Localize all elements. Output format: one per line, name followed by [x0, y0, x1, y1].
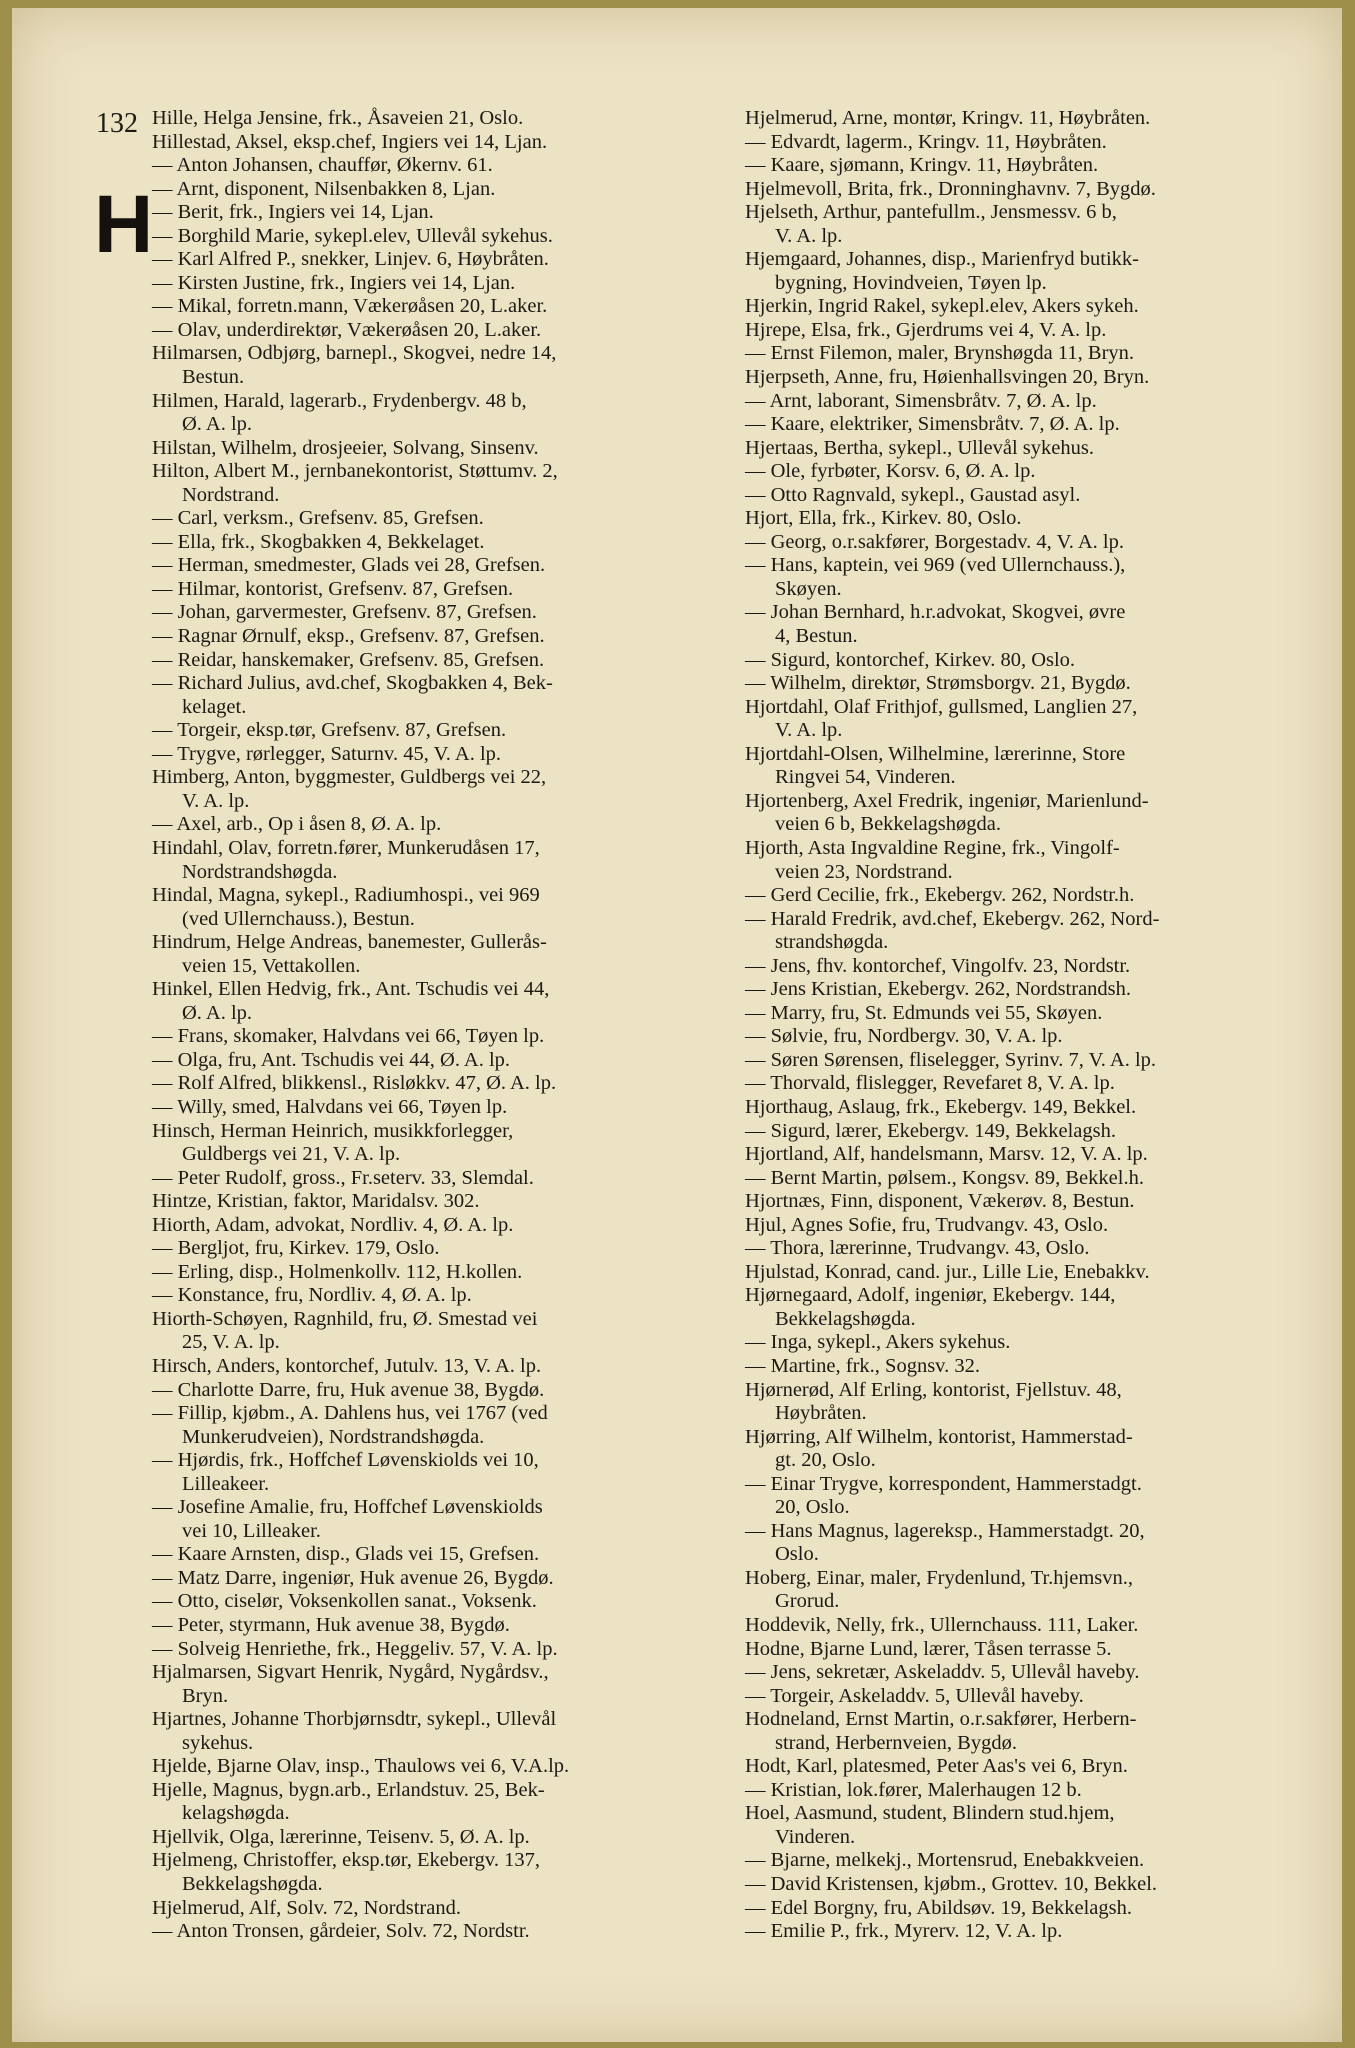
entry-line: — Edel Borgny, fru, Abildsøv. 19, Bekkelagsh.: [745, 1896, 1132, 1919]
entry-line: — Kirsten Justine, frk., Ingiers vei 14, Ljan.: [152, 271, 516, 294]
directory-entry: [152, 1096, 732, 1120]
directory-entry: [152, 225, 732, 249]
entry-line: — Sigurd, lærer, Ekebergv. 149, Bekkelagsh.: [745, 1119, 1116, 1142]
entry-line: — Otto, ciselør, Voksenkollen sanat., Voksenk.: [152, 1590, 537, 1613]
entry-line: Hilmen, Harald, lagerarb., Frydenbergv. 48 b,: [152, 389, 527, 412]
entry-line: Himberg, Anton, byggmester, Guldbergs vei 22,: [152, 766, 547, 789]
directory-entry: [745, 790, 1330, 837]
entry-continuation: Vinderen.: [775, 1825, 856, 1848]
entry-line: Hjortdahl, Olaf Frithjof, gullsmed, Langlien 27,: [745, 695, 1138, 718]
entry-line: — Thorvald, flislegger, Revefaret 8, V. A. lp.: [745, 1072, 1115, 1095]
entry-line: Hjørnegaard, Adolf, ingeniør, Ekebergv. 144,: [745, 1284, 1116, 1307]
entry-line: — Peter, styrmann, Huk avenue 38, Bygdø.: [152, 1614, 510, 1636]
entry-line: — Gerd Cecilie, frk., Ekebergv. 262, Nordstr.h.: [745, 884, 1135, 907]
entry-line: — Hans Magnus, lagereksp., Hammerstadgt. 20,: [745, 1519, 1145, 1542]
entry-continuation: Guldbergs vei 21, V. A. lp.: [182, 1143, 401, 1166]
entry-line: — Edvardt, lagerm., Kringv. 11, Høybråten.: [745, 130, 1107, 153]
directory-entry: [152, 1638, 732, 1662]
directory-entry: [152, 837, 732, 884]
entry-line: Hjelseth, Arthur, pantefullm., Jensmessv. 6 b,: [745, 201, 1117, 224]
directory-entry: [745, 154, 1330, 178]
directory-entry: [152, 1779, 732, 1826]
entry-line: — Bjarne, melkekj., Mortensrud, Enebakkveien.: [745, 1849, 1145, 1872]
entry-continuation: 25, V. A. lp.: [182, 1331, 280, 1354]
entry-line: — Johan, garvermester, Grefsenv. 87, Grefsen.: [152, 601, 537, 624]
entry-line: Hiorth-Schøyen, Ragnhild, fru, Ø. Smestad vei: [152, 1307, 538, 1330]
directory-entry: [152, 390, 732, 437]
entry-continuation: veien 15, Vettakollen.: [182, 954, 361, 977]
directory-entry: [745, 413, 1330, 437]
directory-entry: [152, 1355, 732, 1379]
entry-line: Hjortenberg, Axel Fredrik, ingeniør, Marienlund-: [745, 789, 1149, 812]
directory-entry: [152, 531, 732, 555]
entry-continuation: Skøyen.: [775, 577, 842, 600]
entry-line: — Jens Kristian, Ekebergv. 262, Nordstrandsh.: [745, 978, 1132, 1001]
directory-entry: [152, 154, 732, 178]
entry-line: — Olav, underdirektør, Vækerøåsen 20, L.aker.: [152, 318, 542, 341]
entry-line: Hjorth, Asta Ingvaldine Regine, frk., Vingolf-: [745, 836, 1120, 859]
entry-line: — Karl Alfred P., snekker, Linjev. 6, Høybråten.: [152, 248, 549, 271]
entry-line: — Harald Fredrik, avd.chef, Ekebergv. 262, Nord-: [745, 907, 1160, 930]
directory-entry: [745, 390, 1330, 414]
entry-continuation: Høybråten.: [775, 1402, 867, 1425]
entry-line: — Ragnar Ørnulf, eksp., Grefsenv. 87, Grefsen.: [152, 625, 545, 648]
entry-line: Hjerpseth, Anne, fru, Høienhallsvingen 20, Bryn.: [745, 366, 1150, 389]
page-number: 132: [96, 108, 138, 139]
entry-line: — Bernt Martin, pølsem., Kongsv. 89, Bekkel.h.: [745, 1166, 1144, 1189]
entry-continuation: V. A. lp.: [775, 224, 843, 247]
directory-entry: [745, 696, 1330, 743]
directory-entry: [745, 1284, 1330, 1331]
entry-continuation: 20, Oslo.: [775, 1496, 850, 1519]
entry-continuation: veien 6 b, Bekkelagshøgda.: [775, 813, 1002, 836]
directory-entry: [152, 342, 732, 389]
entry-line: — Erling, disp., Holmenkollv. 112, H.kollen.: [152, 1260, 523, 1283]
directory-entry: [152, 672, 732, 719]
directory-entry: [152, 131, 732, 155]
entry-line: Hilstan, Wilhelm, drosjeeier, Solvang, Sinsenv.: [152, 436, 539, 459]
directory-entry: [152, 319, 732, 343]
entry-line: — Sølvie, fru, Nordbergv. 30, V. A. lp.: [745, 1025, 1063, 1048]
entry-line: Hille, Helga Jensine, frk., Åsaveien 21, Oslo.: [152, 107, 524, 129]
entry-line: Hjortnæs, Finn, disponent, Vækerøv. 8, Bestun.: [745, 1190, 1135, 1213]
entry-line: Hjrepe, Elsa, frk., Gjerdrums vei 4, V. A. lp.: [745, 318, 1107, 341]
entry-line: Hilton, Albert M., jernbanekontorist, Støttumv. 2,: [152, 460, 558, 483]
directory-entry: [745, 1614, 1330, 1638]
entry-line: — Johan Bernhard, h.r.advokat, Skogvei, øvre: [745, 601, 1126, 624]
entry-line: — Ella, frk., Skogbakken 4, Bekkelaget.: [152, 530, 485, 553]
entry-line: — Thora, lærerinne, Trudvangv. 43, Oslo.: [745, 1237, 1090, 1260]
entry-continuation: kelagshøgda.: [182, 1802, 290, 1825]
entry-continuation: gt. 20, Oslo.: [775, 1449, 876, 1472]
directory-entry: [745, 1661, 1330, 1685]
entry-line: — Emilie P., frk., Myrerv. 12, V. A. lp.: [745, 1920, 1063, 1943]
directory-entry: [152, 1449, 732, 1496]
directory-entry: [152, 1308, 732, 1355]
entry-line: — Reidar, hanskemaker, Grefsenv. 85, Grefsen.: [152, 648, 545, 671]
directory-entry: [745, 460, 1330, 484]
entry-line: Hjelmeng, Christoffer, eksp.tør, Ekebergv. 137,: [152, 1849, 540, 1872]
entry-line: — Ole, fyrbøter, Korsv. 6, Ø. A. lp.: [745, 460, 1036, 483]
directory-entry: [152, 507, 732, 531]
entry-line: Hjulstad, Konrad, cand. jur., Lille Lie, Enebakkv.: [745, 1260, 1150, 1283]
entry-line: Hjelmerud, Alf, Solv. 72, Nordstrand.: [152, 1896, 461, 1919]
entry-continuation: Ringvei 54, Vinderen.: [775, 766, 956, 789]
directory-entry: [152, 1284, 732, 1308]
directory-entry: [745, 1237, 1330, 1261]
entry-line: Hindal, Magna, sykepl., Radiumhospi., vei 969: [152, 884, 540, 907]
entry-line: Hindrum, Helge Andreas, banemester, Gullerås-: [152, 931, 547, 954]
entry-line: Hindahl, Olav, forretn.fører, Munkerudåsen 17,: [152, 836, 540, 859]
directory-entry: [745, 507, 1330, 531]
directory-entry: [745, 531, 1330, 555]
directory-entry: [745, 178, 1330, 202]
directory-entry: [745, 1049, 1330, 1073]
entry-line: Hjelmevoll, Brita, frk., Dronninghavnv. 7, Bygdø.: [745, 177, 1156, 200]
directory-entry: [152, 766, 732, 813]
directory-entry: [745, 672, 1330, 696]
entry-line: — Trygve, rørlegger, Saturnv. 45, V. A. lp.: [152, 742, 502, 765]
entry-line: — Martine, frk., Sognsv. 32.: [745, 1354, 980, 1377]
directory-entry: [152, 1590, 732, 1614]
entry-continuation: Lilleakeer.: [182, 1472, 270, 1495]
entry-line: Hjorthaug, Aslaug, frk., Ekebergv. 149, Bekkel.: [745, 1095, 1137, 1118]
directory-entry: [745, 1120, 1330, 1144]
entry-line: — Ernst Filemon, maler, Brynshøgda 11, Bryn.: [745, 342, 1135, 365]
entry-line: — David Kristensen, kjøbm., Grottev. 10, Bekkel.: [745, 1873, 1158, 1896]
entry-line: — Carl, verksm., Grefsenv. 85, Grefsen.: [152, 507, 484, 530]
entry-continuation: sykehus.: [182, 1731, 254, 1754]
entry-continuation: Bryn.: [182, 1684, 229, 1707]
entry-line: — Solveig Henriethe, frk., Heggeliv. 57, V. A. lp.: [152, 1637, 558, 1660]
directory-entry: [152, 1755, 732, 1779]
directory-entry: [745, 201, 1330, 248]
directory-entry: [745, 554, 1330, 601]
entry-line: — Rolf Alfred, blikkensl., Risløkkv. 47, Ø. A. lp.: [152, 1072, 557, 1095]
directory-entry: [745, 649, 1330, 673]
entry-line: Hjartnes, Johanne Thorbjørnsdtr, sykepl., Ullevål: [152, 1708, 557, 1731]
entry-line: Hoel, Aasmund, student, Blindern stud.hjem,: [745, 1802, 1115, 1825]
directory-entry: [745, 1849, 1330, 1873]
entry-line: — Herman, smedmester, Glads vei 28, Grefsen.: [152, 554, 546, 577]
directory-entry: [152, 107, 732, 131]
entry-line: — Arnt, disponent, Nilsenbakken 8, Ljan.: [152, 177, 496, 200]
entry-line: — Kristian, lok.fører, Malerhaugen 12 b.: [745, 1778, 1082, 1801]
directory-entry: [152, 1167, 732, 1191]
entry-line: — Bergljot, fru, Kirkev. 179, Oslo.: [152, 1237, 440, 1260]
entry-continuation: V. A. lp.: [775, 719, 843, 742]
entry-line: — Willy, smed, Halvdans vei 66, Tøyen lp.: [152, 1095, 508, 1118]
directory-entry: [152, 1496, 732, 1543]
entry-line: Hoddevik, Nelly, frk., Ullernchauss. 111, Laker.: [745, 1614, 1139, 1636]
entry-line: Hodneland, Ernst Martin, o.r.sakfører, Herbern-: [745, 1708, 1137, 1731]
directory-entry: [152, 931, 732, 978]
entry-continuation: Nordstrandshøgda.: [182, 860, 338, 883]
directory-entry: [152, 1190, 732, 1214]
entry-line: Hjelle, Magnus, bygn.arb., Erlandstuv. 25, Bek-: [152, 1778, 545, 1801]
directory-entry: [745, 1355, 1330, 1379]
directory-entry: [745, 1708, 1330, 1755]
entry-line: Hjerkin, Ingrid Rakel, sykepl.elev, Akers sykeh.: [745, 295, 1139, 318]
directory-entry: [152, 1567, 732, 1591]
entry-continuation: Ø. A. lp.: [182, 413, 253, 436]
entry-line: Hjelde, Bjarne Olav, insp., Thaulows vei 6, V.A.lp.: [152, 1755, 570, 1778]
directory-entry: [745, 1002, 1330, 1026]
entry-line: — Mikal, forretn.mann, Vækerøåsen 20, L.aker.: [152, 295, 548, 318]
directory-entry: [745, 955, 1330, 979]
entry-continuation: Bestun.: [182, 366, 245, 389]
entry-line: — Matz Darre, ingeniør, Huk avenue 26, Bygdø.: [152, 1566, 554, 1589]
entry-line: — Hans, kaptein, vei 969 (ved Ullernchauss.),: [745, 554, 1126, 577]
directory-entry: [745, 884, 1330, 908]
entry-line: Hjemgaard, Johannes, disp., Marienfryd butikk-: [745, 248, 1139, 271]
entry-line: — Jens, fhv. kontorchef, Vingolfv. 23, Nordstr.: [745, 954, 1131, 977]
directory-entry: [152, 1826, 732, 1850]
entry-line: — Torgeir, eksp.tør, Grefsenv. 87, Grefsen.: [152, 719, 507, 742]
entry-continuation: vei 10, Lilleaker.: [182, 1519, 321, 1542]
entry-line: — Hilmar, kontorist, Grefsenv. 87, Grefsen.: [152, 577, 514, 600]
directory-entry: [745, 484, 1330, 508]
directory-entry: [152, 1214, 732, 1238]
entry-continuation: veien 23, Nordstrand.: [775, 860, 953, 883]
entry-line: Hinkel, Ellen Hedvig, frk., Ant. Tschudis vei 44,: [152, 978, 550, 1001]
entry-continuation: Nordstrand.: [182, 483, 280, 506]
directory-entry: [152, 1237, 732, 1261]
directory-entry: [745, 1802, 1330, 1849]
directory-entry: [152, 1543, 732, 1567]
entry-line: — Marry, fru, St. Edmunds vei 55, Skøyen.: [745, 1001, 1103, 1024]
entry-continuation: Grorud.: [775, 1590, 840, 1613]
directory-entry: [152, 460, 732, 507]
entry-continuation: Bekkelagshøgda.: [182, 1873, 323, 1896]
entry-line: Hiorth, Adam, advokat, Nordliv. 4, Ø. A. lp.: [152, 1213, 514, 1236]
directory-entry: [152, 1379, 732, 1403]
directory-entry: [745, 295, 1330, 319]
left-column: [152, 107, 732, 1944]
directory-entry: [152, 1920, 732, 1944]
directory-entry: [152, 1261, 732, 1285]
directory-entry: [745, 437, 1330, 461]
entry-line: Hodt, Karl, platesmed, Peter Aas's vei 6, Bryn.: [745, 1755, 1128, 1778]
directory-entry: [745, 1685, 1330, 1709]
directory-entry: [152, 813, 732, 837]
directory-entry: [745, 1096, 1330, 1120]
entry-line: — Arnt, laborant, Simensbråtv. 7, Ø. A. lp.: [745, 389, 1097, 412]
entry-line: — Einar Trygve, korrespondent, Hammerstadgt.: [745, 1472, 1142, 1495]
entry-line: Hodne, Bjarne Lund, lærer, Tåsen terrasse 5.: [745, 1637, 1112, 1660]
entry-continuation: V. A. lp.: [182, 789, 250, 812]
entry-line: — Otto Ragnvald, sykepl., Gaustad asyl.: [745, 483, 1081, 506]
entry-line: Hjalmarsen, Sigvart Henrik, Nygård, Nygårdsv.,: [152, 1661, 549, 1684]
right-column: [745, 107, 1330, 1944]
directory-entry: [745, 1331, 1330, 1355]
entry-line: Hillestad, Aksel, eksp.chef, Ingiers vei 14, Ljan.: [152, 130, 548, 153]
directory-entry: [745, 1214, 1330, 1238]
entry-line: — Richard Julius, avd.chef, Skogbakken 4, Bek-: [152, 672, 553, 695]
directory-entry: [745, 248, 1330, 295]
directory-entry: [745, 1920, 1330, 1944]
directory-entry: [152, 649, 732, 673]
entry-line: — Søren Sørensen, fliselegger, Syrinv. 7, V. A. lp.: [745, 1048, 1157, 1071]
entry-continuation: (ved Ullernchauss.), Bestun.: [182, 907, 415, 930]
entry-line: Hjort, Ella, frk., Kirkev. 80, Oslo.: [745, 507, 1022, 530]
entry-continuation: kelaget.: [182, 695, 247, 718]
entry-continuation: Bekkelagshøgda.: [775, 1307, 916, 1330]
directory-entry: [745, 1072, 1330, 1096]
entry-line: — Kaare, elektriker, Simensbråtv. 7, Ø. A. lp.: [745, 413, 1120, 436]
directory-entry: [745, 743, 1330, 790]
directory-entry: [152, 248, 732, 272]
directory-entry: [152, 1402, 732, 1449]
directory-entry: [152, 978, 732, 1025]
entry-line: Hintze, Kristian, faktor, Maridalsv. 302.: [152, 1190, 480, 1213]
directory-entry: [152, 625, 732, 649]
entry-line: Hjortdahl-Olsen, Wilhelmine, lærerinne, Store: [745, 742, 1126, 765]
directory-entry: [152, 743, 732, 767]
directory-entry: [745, 342, 1330, 366]
entry-line: — Olga, fru, Ant. Tschudis vei 44, Ø. A. lp.: [152, 1048, 511, 1071]
directory-entry: [152, 1120, 732, 1167]
entry-line: — Georg, o.r.sakfører, Borgestadv. 4, V. A. lp.: [745, 530, 1124, 553]
directory-entry: [745, 319, 1330, 343]
entry-line: — Kaare Arnsten, disp., Glads vei 15, Grefsen.: [152, 1543, 540, 1566]
entry-continuation: strandshøgda.: [775, 931, 889, 954]
directory-entry: [745, 1426, 1330, 1473]
entry-line: Hjelmerud, Arne, montør, Kringv. 11, Høybråten.: [745, 107, 1151, 129]
directory-entry: [745, 908, 1330, 955]
entry-line: Hjørring, Alf Wilhelm, kontorist, Hammerstad-: [745, 1425, 1133, 1448]
directory-entry: [152, 1708, 732, 1755]
section-letter: H: [94, 179, 154, 270]
directory-entry: [152, 884, 732, 931]
entry-continuation: 4, Bestun.: [775, 625, 858, 648]
directory-entry: [745, 1567, 1330, 1614]
directory-entry: [152, 1614, 732, 1638]
entry-line: — Frans, skomaker, Halvdans vei 66, Tøyen lp.: [152, 1025, 545, 1048]
entry-line: — Wilhelm, direktør, Strømsborgv. 21, Bygdø.: [745, 672, 1131, 695]
directory-entry: [745, 1025, 1330, 1049]
entry-line: — Borghild Marie, sykepl.elev, Ullevål sykehus.: [152, 224, 553, 247]
directory-entry: [152, 578, 732, 602]
directory-entry: [152, 1849, 732, 1896]
directory-entry: [745, 1779, 1330, 1803]
directory-entry: [745, 1473, 1330, 1520]
directory-page: [12, 8, 1342, 2042]
directory-entry: [745, 1167, 1330, 1191]
entry-line: — Sigurd, kontorchef, Kirkev. 80, Oslo.: [745, 648, 1076, 671]
directory-entry: [745, 601, 1330, 648]
directory-entry: [152, 295, 732, 319]
entry-line: Hjortland, Alf, handelsmann, Marsv. 12, V. A. lp.: [745, 1143, 1148, 1166]
directory-entry: [745, 1261, 1330, 1285]
directory-entry: [745, 107, 1330, 131]
directory-entry: [745, 837, 1330, 884]
entry-line: Hjul, Agnes Sofie, fru, Trudvangv. 43, Oslo.: [745, 1213, 1109, 1236]
directory-entry: [152, 1072, 732, 1096]
entry-line: — Konstance, fru, Nordliv. 4, Ø. A. lp.: [152, 1284, 472, 1307]
entry-line: — Anton Johansen, chauffør, Økernv. 61.: [152, 154, 493, 177]
entry-continuation: bygning, Hovindveien, Tøyen lp.: [775, 271, 1047, 294]
directory-entry: [745, 1755, 1330, 1779]
directory-entry: [745, 131, 1330, 155]
directory-entry: [152, 201, 732, 225]
directory-entry: [745, 1638, 1330, 1662]
entry-line: — Fillip, kjøbm., A. Dahlens hus, vei 1767 (ved: [152, 1402, 548, 1425]
entry-line: — Hjørdis, frk., Hoffchef Løvenskiolds vei 10,: [152, 1449, 539, 1472]
entry-line: — Berit, frk., Ingiers vei 14, Ljan.: [152, 201, 434, 224]
entry-line: — Kaare, sjømann, Kringv. 11, Høybråten.: [745, 154, 1099, 177]
entry-line: Hjørnerød, Alf Erling, kontorist, Fjellstuv. 48,: [745, 1378, 1122, 1401]
entry-continuation: Munkerudveien), Nordstrandshøgda.: [182, 1425, 485, 1448]
directory-entry: [152, 601, 732, 625]
entry-line: — Axel, arb., Op i åsen 8, Ø. A. lp.: [152, 813, 442, 836]
entry-line: — Inga, sykepl., Akers sykehus.: [745, 1331, 1011, 1354]
entry-line: Hilmarsen, Odbjørg, barnepl., Skogvei, nedre 14,: [152, 342, 557, 365]
entry-line: — Peter Rudolf, gross., Fr.seterv. 33, Slemdal.: [152, 1166, 534, 1189]
entry-line: Hinsch, Herman Heinrich, musikkforlegger,: [152, 1119, 514, 1142]
directory-entry: [152, 1049, 732, 1073]
entry-line: Hjertaas, Bertha, sykepl., Ullevål sykehus.: [745, 436, 1094, 459]
directory-entry: [152, 272, 732, 296]
directory-entry: [745, 366, 1330, 390]
directory-entry: [152, 178, 732, 202]
directory-entry: [152, 554, 732, 578]
directory-entry: [745, 1873, 1330, 1897]
directory-entry: [745, 978, 1330, 1002]
directory-entry: [152, 1897, 732, 1921]
entry-line: — Anton Tronsen, gårdeier, Solv. 72, Nordstr.: [152, 1920, 530, 1943]
entry-line: Hirsch, Anders, kontorchef, Jutulv. 13, V. A. lp.: [152, 1354, 542, 1377]
directory-entry: [152, 1661, 732, 1708]
entry-line: Hoberg, Einar, maler, Frydenlund, Tr.hjemsvn.,: [745, 1566, 1134, 1589]
directory-entry: [745, 1143, 1330, 1167]
entry-line: — Jens, sekretær, Askeladdv. 5, Ullevål haveby.: [745, 1661, 1140, 1684]
directory-entry: [745, 1379, 1330, 1426]
entry-line: — Torgeir, Askeladdv. 5, Ullevål haveby.: [745, 1684, 1084, 1707]
directory-entry: [745, 1190, 1330, 1214]
entry-line: — Charlotte Darre, fru, Huk avenue 38, Bygdø.: [152, 1378, 545, 1401]
entry-line: — Josefine Amalie, fru, Hoffchef Løvenskiolds: [152, 1496, 543, 1519]
directory-entry: [745, 1897, 1330, 1921]
entry-line: Hjellvik, Olga, lærerinne, Teisenv. 5, Ø. A. lp.: [152, 1825, 530, 1848]
entry-continuation: strand, Herbernveien, Bygdø.: [775, 1731, 1017, 1754]
directory-entry: [152, 1025, 732, 1049]
directory-entry: [745, 1520, 1330, 1567]
entry-continuation: Ø. A. lp.: [182, 1001, 253, 1024]
directory-entry: [152, 719, 732, 743]
entry-continuation: Oslo.: [775, 1543, 819, 1566]
directory-entry: [152, 437, 732, 461]
